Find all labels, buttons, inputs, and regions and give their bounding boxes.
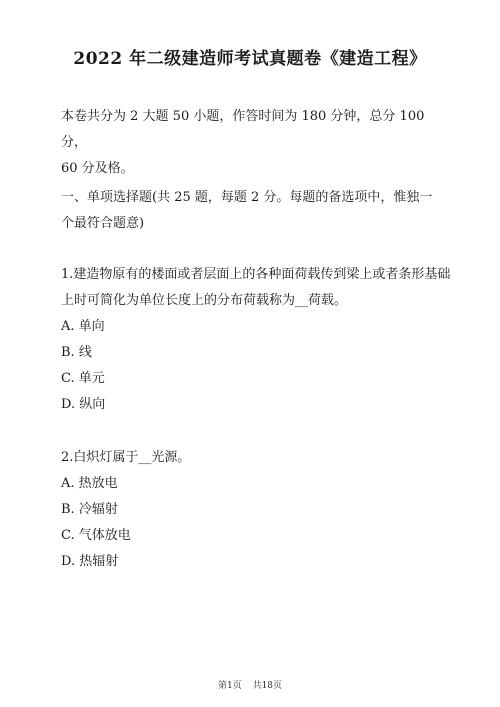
- intro-line-1: 本卷共分为 2 大题 50 小题，作答时间为 180 分钟，总分 100 分，: [61, 109, 425, 150]
- option-d: D. 热辐射: [61, 554, 119, 569]
- option-c: C. 单元: [61, 371, 105, 386]
- question-2-stem: 2.白炽灯属于__光源。: [61, 450, 191, 465]
- question-1-stem-line-1: 1.建造物原有的楼面或者层面上的各种面荷载传到梁上或者条形基础: [61, 267, 451, 282]
- option-a: A. 单向: [61, 319, 105, 334]
- question-1: [61, 262, 461, 418]
- intro-paragraph: [61, 104, 451, 182]
- question-1-stem-line-2: 上时可简化为单位长度上的分布荷载称为__荷载。: [61, 293, 348, 308]
- section-heading-line-1: 一、单项选择题(共 25 题，每题 2 分。每题的备选项中，惟独一: [61, 190, 433, 205]
- page-number: 第1页: [217, 681, 242, 691]
- question-2-options: [61, 471, 461, 575]
- option-d: D. 纵向: [61, 397, 106, 412]
- option-c: C. 气体放电: [61, 528, 131, 543]
- page-footer: [0, 678, 500, 691]
- option-b: B. 冷辐射: [61, 502, 118, 517]
- intro-line-2: 60 分及格。: [61, 161, 134, 176]
- question-2: [61, 445, 461, 575]
- option-a: A. 热放电: [61, 476, 118, 491]
- page-total: 共18页: [252, 681, 283, 691]
- section-heading-line-2: 个最符合题意): [61, 216, 145, 231]
- option-b: B. 线: [61, 345, 92, 360]
- section-heading: [61, 185, 451, 237]
- question-1-options: [61, 314, 461, 418]
- document-title: 2022 年二级建造师考试真题卷《建造工程》: [73, 49, 427, 69]
